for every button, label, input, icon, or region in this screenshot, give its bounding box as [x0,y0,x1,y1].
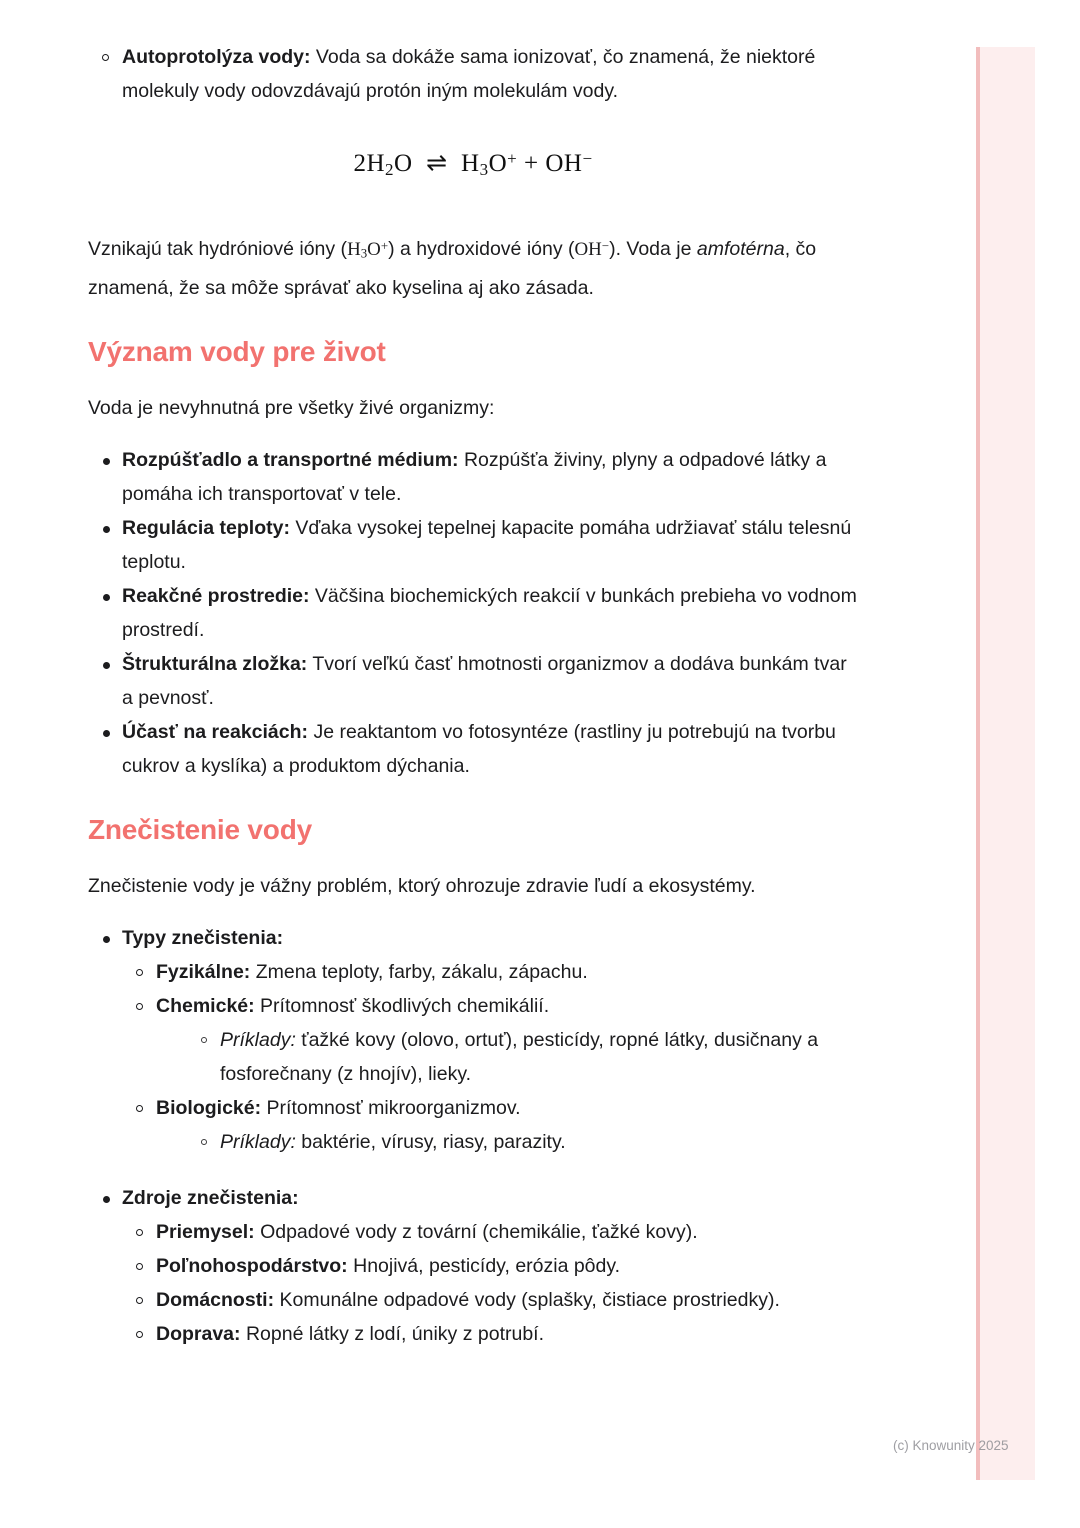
types-item-1-text: Prítomnosť škodlivých chemikálií. [254,994,550,1017]
equilibrium-arrow-icon: ⇌ [426,150,448,178]
vyznam-item-3-text: Tvorí veľkú časť hmotnosti organizmov a dodáva bunkám tvar a pevnosť. [122,652,847,709]
sources-item-3 [156,1323,544,1345]
types-item-2-text: Prítomnosť mikroorganizmov. [261,1096,521,1119]
types-group-term: Typy znečistenia: [122,926,284,949]
types-item-1-example-text [220,1029,818,1085]
vyznam-item-4 [122,721,836,777]
equation-rhs-a-rest: O [488,150,508,178]
vyznam-item-2 [122,585,857,641]
list-item [122,1091,858,1159]
sources-group-label [122,1187,299,1209]
hydronium-mid: O [367,239,381,260]
equation-rhs-a-sup: + [507,149,518,168]
priklady-label-biologicke: Príklady: [220,1130,296,1153]
types-item-0-term: Fyzikálne: [156,960,251,983]
vyznam-item-0 [122,449,826,505]
hydroxide-formula [575,239,610,260]
list-item [88,443,858,511]
sources-item-1 [156,1255,620,1277]
hydroxide-base: OH [574,239,602,260]
amfoterna-italic: amfotérna [696,238,785,260]
types-item-2-term: Biologické: [156,1096,262,1119]
list-item [88,579,858,647]
ions-part2: ) a hydroxidové ióny ( [388,238,575,260]
sources-item-3-term: Doprava: [156,1322,241,1345]
autoprotolyza-item-text [122,46,815,102]
sources-item-1-term: Poľnohospodárstvo: [156,1254,348,1277]
ions-part1: Vznikajú tak hydróniové ióny ( [88,238,348,260]
hydronium-formula [347,239,388,260]
vyznam-item-0-text: Rozpúšťa živiny, plyny a odpadové látky a pomáha ich transportovať v tele. [122,448,827,505]
list-item [88,715,858,783]
equation-plus: + [523,150,539,178]
vyznam-item-4-text: Je reaktantom vo fotosyntéze (rastliny ju potrebujú na tvorbu cukrov a kyslíka) a produktom dýchania. [122,720,836,777]
copyright-watermark: (c) Knowunity 2025 [893,1438,1009,1453]
types-group-label [122,927,283,949]
section-heading-znecistenie: Znečistenie vody [88,813,312,845]
sources-item-3-text: Ropné látky z lodí, úniky z potrubí. [240,1322,545,1345]
sources-item-2-term: Domácnosti: [156,1288,275,1311]
autoprotolyza-desc: Voda sa dokáže sama ionizovať, čo znamená, že niektoré molekuly vody odovzdávajú protón iným molekulám vody. [122,46,816,102]
sources-item-0-text: Odpadové vody z tovární (chemikálie, ťažké kovy). [254,1220,698,1243]
vyznam-item-1-text: Vďaka vysokej tepelnej kapacite pomáha udržiavať stálu telesnú teplotu. [122,516,852,573]
equation-lhs-rest: O [394,150,413,178]
types-item-1-term: Chemické: [156,994,255,1017]
hydronium-sup: + [380,238,389,253]
types-sublist [122,955,858,1159]
vyznam-item-3-term: Štrukturálna zložka: [122,652,308,675]
equation-rhs-a-sub: 3 [479,159,489,179]
equation-rhs-a: H [461,150,480,178]
document-content [88,40,858,1351]
vyznam-item-3 [122,653,847,709]
hydronium-sub: 3 [360,246,368,261]
types-item-2 [156,1097,521,1119]
list-item [188,1023,858,1091]
list-item [122,1249,858,1283]
equation-rhs-b-sup: − [582,149,593,168]
intro-list [88,40,858,108]
list-item [122,1215,858,1249]
ions-part4: , čo znamená, že sa môže správať ako kyselina aj ako zásada. [88,238,817,299]
priklady-text-biologicke: baktérie, vírusy, riasy, parazity. [295,1130,566,1153]
types-item-2-example-text [220,1131,566,1153]
sources-sublist [122,1215,858,1351]
sources-group-term: Zdroje znečistenia: [122,1186,299,1209]
list-item [88,921,858,1159]
sources-item-0-term: Priemysel: [156,1220,255,1243]
list-item [122,955,858,989]
water-autoionization-equation [88,144,858,185]
vyznam-item-4-term: Účasť na reakciách: [122,720,309,743]
vyznam-item-1 [122,517,851,573]
vyznam-list [88,443,858,783]
znecistenie-list [88,921,858,1351]
sources-item-2-text: Komunálne odpadové vody (splašky, čistiace prostriedky). [274,1288,780,1311]
types-item-1 [156,995,549,1017]
ions-part3: ). Voda je [609,238,697,260]
hydroxide-sup: − [601,238,610,253]
sources-item-0 [156,1221,698,1243]
vyznam-lead-paragraph: Voda je nevyhnutná pre všetky živé organizmy: [88,396,495,419]
vyznam-item-0-term: Rozpúšťadlo a transportné médium: [122,448,459,471]
list-item [88,1181,858,1351]
list-item [122,1317,858,1351]
types-item-0 [156,961,588,983]
znecistenie-lead-paragraph: Znečistenie vody je vážny problém, ktorý ohrozuje zdravie ľudí a ekosystémy. [88,874,756,897]
list-item [88,647,858,715]
autoprotolyza-term: Autoprotolýza vody: [122,46,311,68]
priklady-label-chemicke: Príklady: [220,1028,296,1051]
vyznam-item-2-term: Reakčné prostredie: [122,584,310,607]
vyznam-item-2-text: Väčšina biochemických reakcií v bunkách prebieha vo vodnom prostredí. [122,584,857,641]
sources-item-2 [156,1289,780,1311]
hydronium-base: H [347,239,361,260]
types-item-1-examples [156,1023,858,1091]
types-item-2-examples [156,1125,858,1159]
list-item [88,511,858,579]
types-item-0-text: Zmena teploty, farby, zákalu, zápachu. [250,960,588,983]
list-item [122,989,858,1091]
list-item [122,1283,858,1317]
vyznam-item-1-term: Regulácia teploty: [122,516,290,539]
section-heading-vyznam: Význam vody pre život [88,335,386,367]
right-side-pink-panel [976,47,1035,1480]
equation-rhs-b: OH [545,150,583,178]
sources-item-1-text: Hnojivá, pesticídy, erózia pôdy. [347,1254,621,1277]
equation-lhs-sub: 2 [385,159,394,179]
ions-paragraph [88,229,858,305]
list-item [188,1125,858,1159]
priklady-text-chemicke: ťažké kovy (olovo, ortuť), pesticídy, ropné látky, dusičnany a fosforečnany (z hnojív), lieky. [220,1028,819,1085]
equation-lhs-coeff: 2H [353,150,385,178]
list-item [88,40,858,108]
